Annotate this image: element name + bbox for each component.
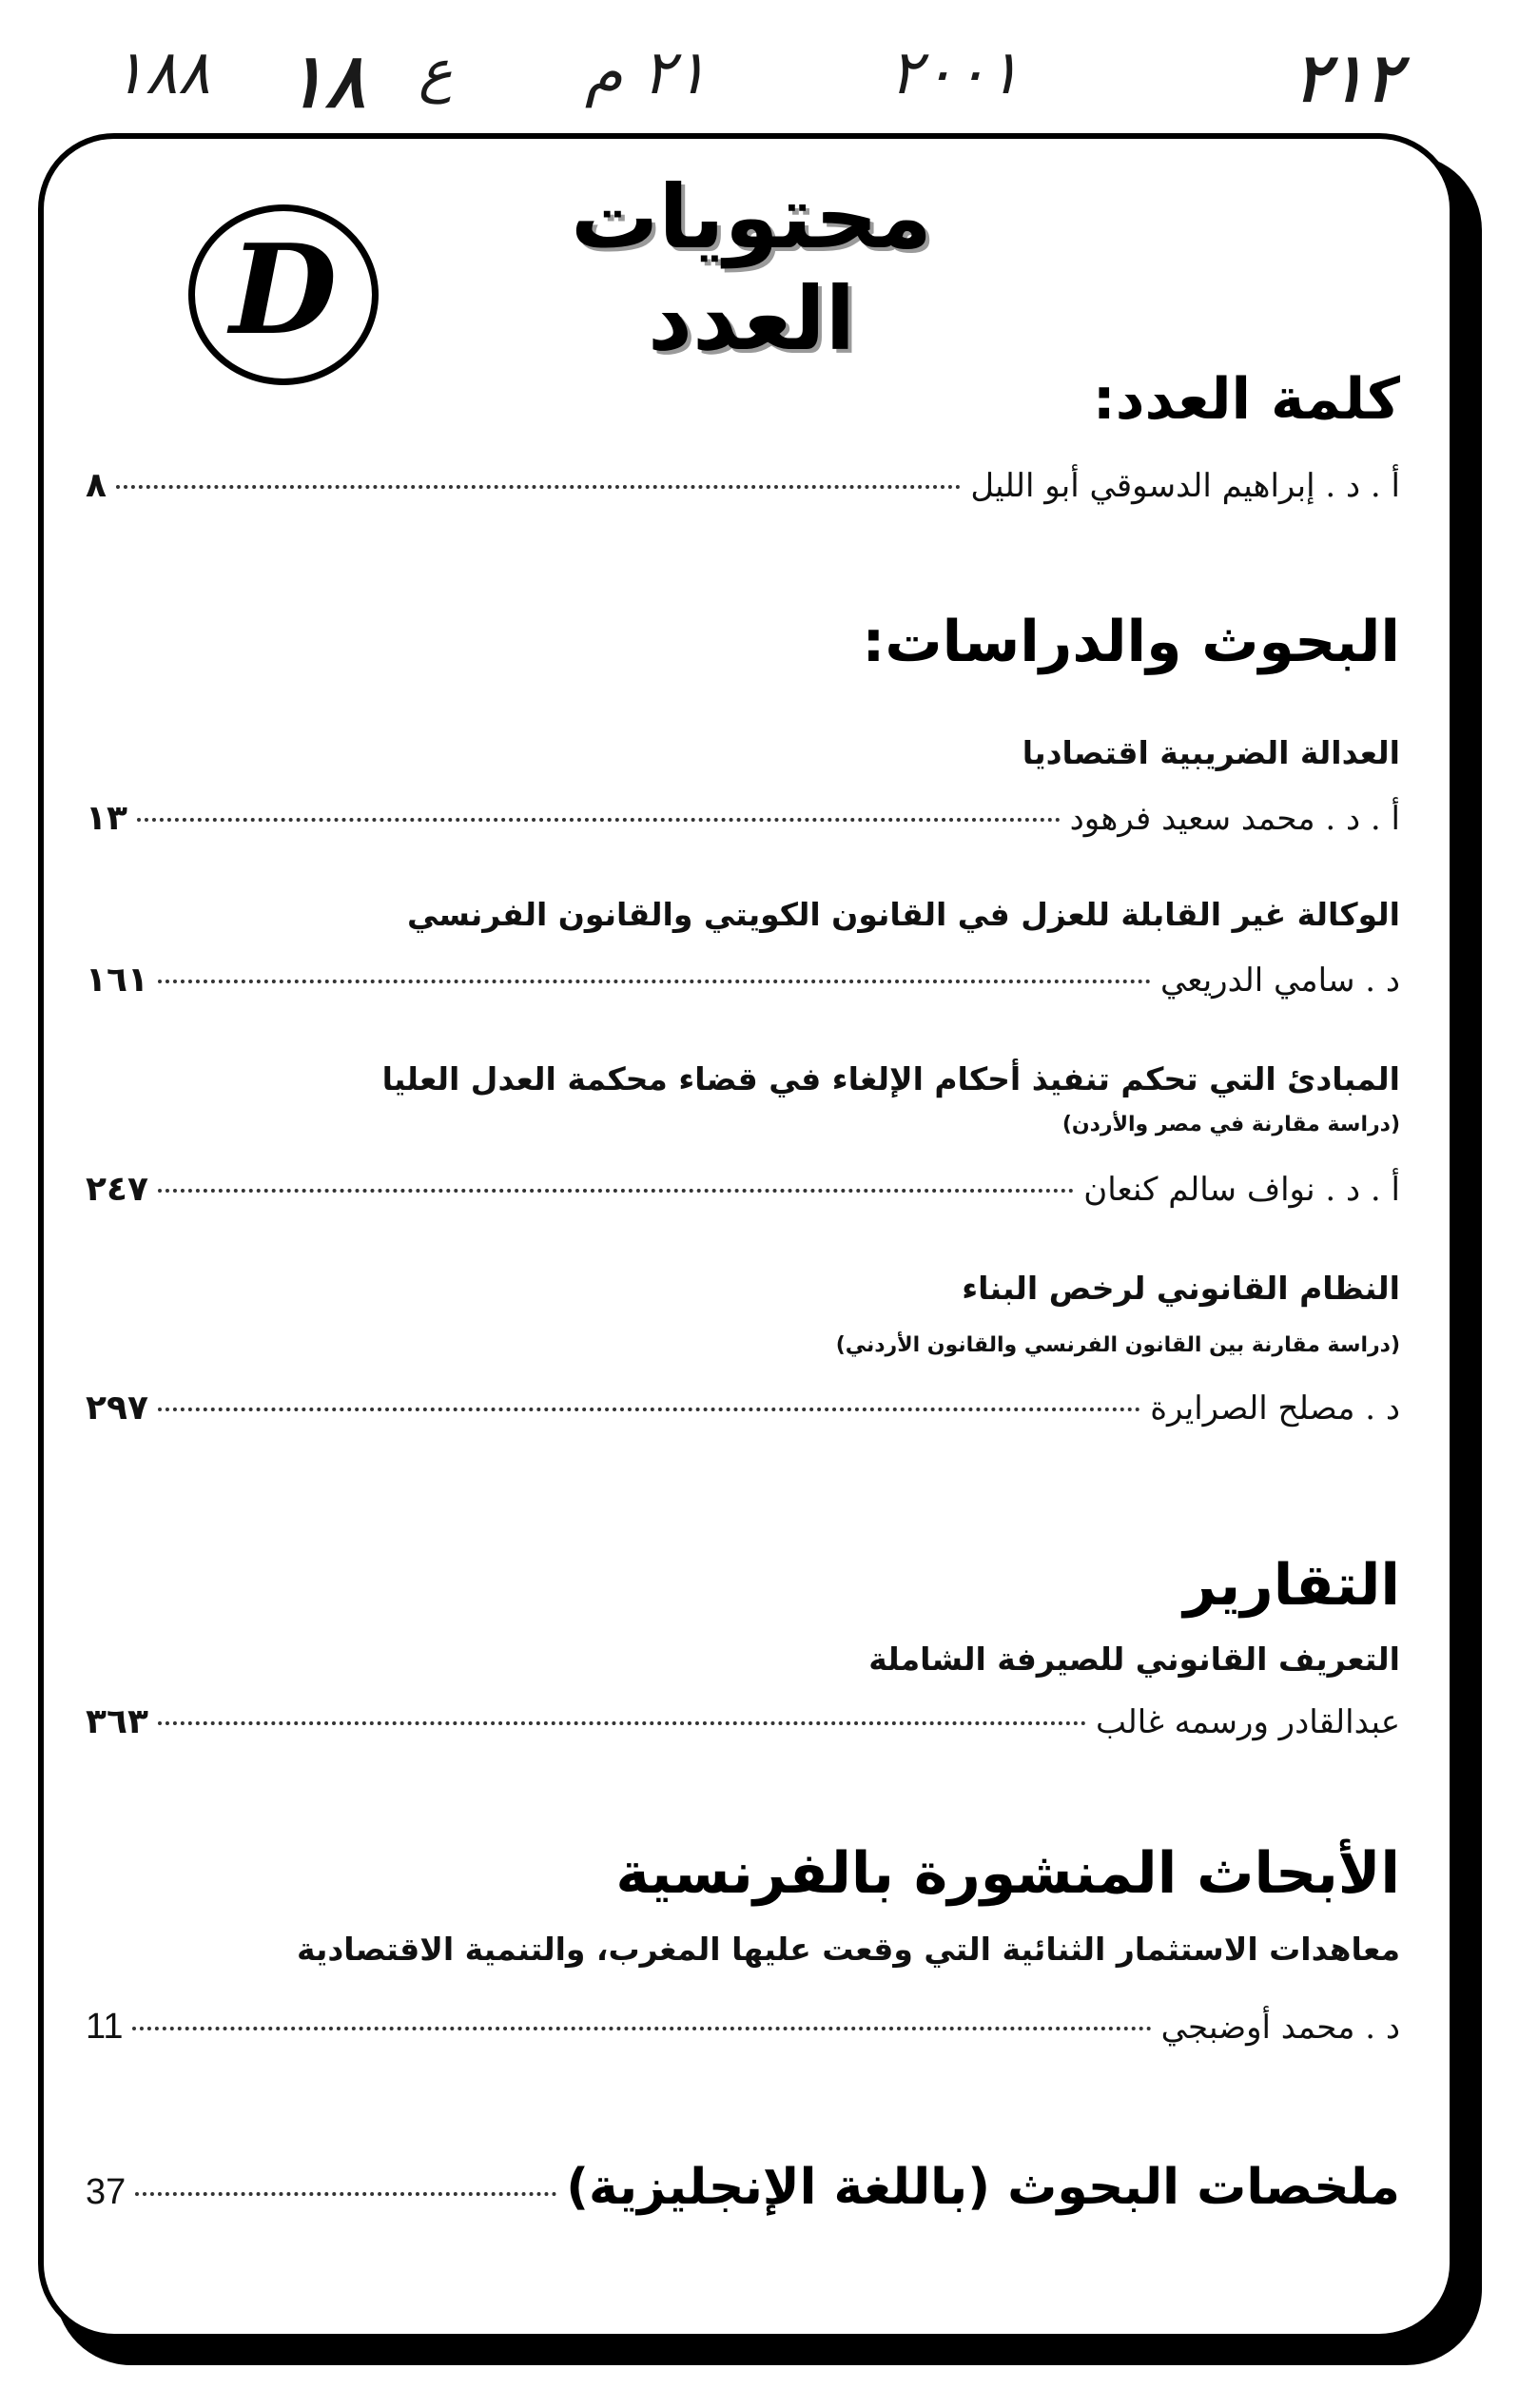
section-heading-summaries: ملخصات البحوث (باللغة الإنجليزية): [566, 2159, 1400, 2216]
toc-author: عبدالقادر ورسمه غالب: [1095, 1703, 1400, 1741]
handwritten-right-number: ٢١٢: [1294, 38, 1401, 117]
leader-dots: [137, 818, 1061, 822]
toc-entry-article-3[interactable]: [86, 1170, 1400, 1209]
section-heading-research: البحوث والدراسات:: [862, 609, 1400, 675]
article-title: معاهدات الاستثمار الثنائية التي وقعت عليها المغرب، والتنمية الاقتصادية: [296, 1931, 1400, 1968]
section-heading-french: الأبحاث المنشورة بالفرنسية: [615, 1840, 1400, 1907]
page-title: محتويات العدد: [570, 166, 933, 370]
leader-dots: [132, 2027, 1151, 2030]
toc-page-number: ١٦١: [86, 961, 148, 1000]
toc-author: د . مصلح الصرايرة: [1150, 1389, 1400, 1427]
toc-author: د . سامي الدريعي: [1159, 961, 1400, 1000]
article-title: الوكالة غير القابلة للعزل في القانون الكويتي والقانون الفرنسي: [406, 896, 1400, 933]
leader-dots: [158, 980, 1151, 983]
article-title: المبادئ التي تحكم تنفيذ أحكام الإلغاء في قضاء محكمة العدل العليا: [381, 1060, 1400, 1097]
leader-dots: [158, 1408, 1140, 1411]
leader-dots: [158, 1721, 1086, 1725]
toc-page-number: 37: [86, 2172, 127, 2212]
handwritten-left-number: ١٨٨: [112, 38, 211, 108]
toc-author: أ . د . محمد سعيد فرهود: [1069, 800, 1400, 838]
toc-page-number: 11: [86, 2007, 124, 2047]
toc-entry-article-4[interactable]: [86, 1388, 1400, 1427]
section-heading-editorial: كلمة العدد:: [1092, 366, 1400, 433]
handwritten-issue: ٢١ م: [585, 38, 708, 108]
leader-dots: [116, 485, 961, 489]
article-title: التعريف القانوني للصيرفة الشاملة: [868, 1641, 1400, 1678]
toc-entry-article-1[interactable]: [86, 799, 1400, 838]
circled-letter-stamp: [188, 204, 379, 385]
toc-page-number: ٣٦٣: [86, 1702, 148, 1741]
toc-page-number: ١٣: [86, 799, 127, 838]
article-subtitle: (دراسة مقارنة بين القانون الفرنسي والقانون الأردني): [835, 1333, 1400, 1357]
toc-entry-article-2[interactable]: [86, 961, 1400, 1000]
article-title: النظام القانوني لرخص البناء: [962, 1270, 1400, 1307]
toc-entry-summaries[interactable]: [86, 2159, 1400, 2216]
handwritten-mark: ١٨: [285, 38, 365, 125]
stamp-letter: D: [229, 217, 338, 362]
toc-author: أ . د . إبراهيم الدسوقي أبو الليل: [970, 467, 1400, 505]
toc-page-number: ٢٩٧: [86, 1388, 148, 1427]
toc-page-number: ٨: [86, 466, 107, 505]
section-heading-reports: التقارير: [1183, 1552, 1400, 1619]
toc-page-number: ٢٤٧: [86, 1170, 148, 1209]
toc-entry-french[interactable]: [86, 2007, 1400, 2048]
leader-dots: [135, 2192, 556, 2196]
toc-author: د . محمد أوضبجي: [1160, 2009, 1400, 2047]
toc-entry-editorial[interactable]: [86, 466, 1400, 505]
toc-entry-report[interactable]: [86, 1702, 1400, 1741]
article-title: العدالة الضريبية اقتصاديا: [1022, 734, 1400, 771]
handwritten-year: ٢٠٠١: [889, 38, 1021, 108]
handwritten-letter: ع: [419, 38, 453, 105]
leader-dots: [158, 1189, 1074, 1193]
article-subtitle: (دراسة مقارنة في مصر والأردن): [1061, 1113, 1400, 1136]
toc-author: أ . د . نواف سالم كنعان: [1083, 1171, 1400, 1209]
